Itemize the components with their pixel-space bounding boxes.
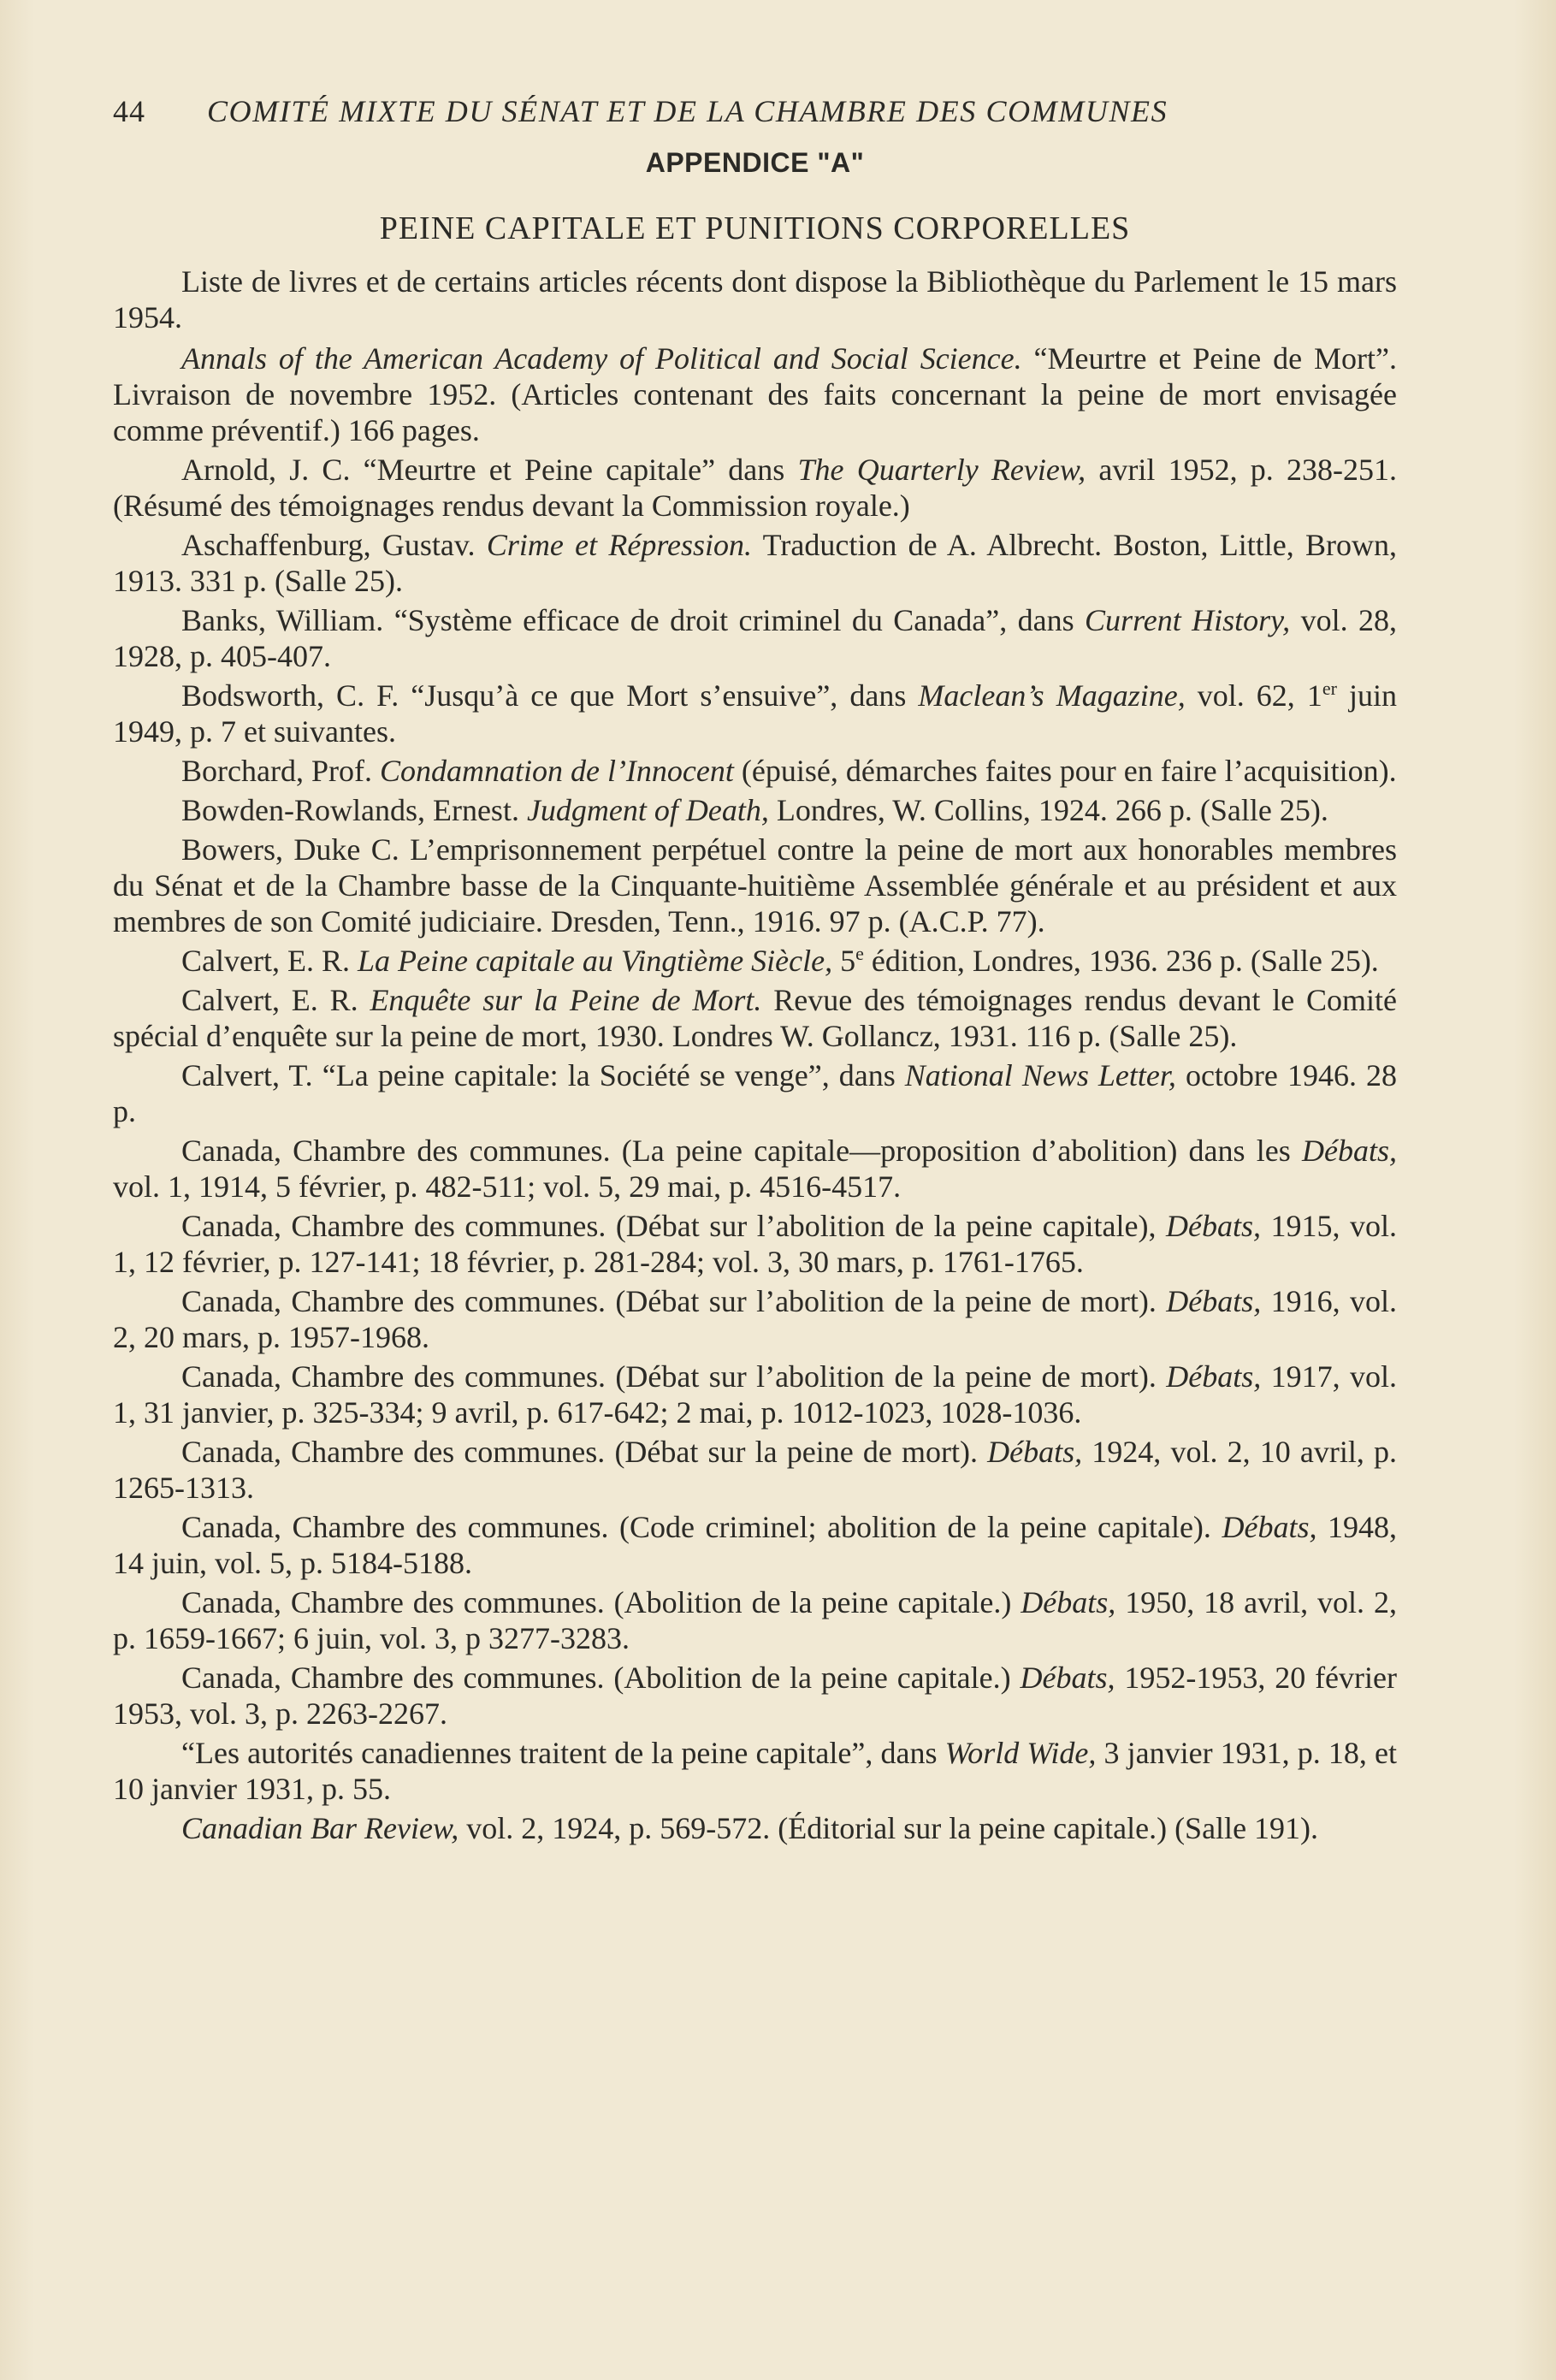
entry-text: Banks, William. “Système efficace de droit criminel du Canada”, dans [181, 603, 1086, 637]
entry-italic-title: World Wide, [944, 1736, 1097, 1770]
entry-text: 1952-1953, 20 février 1953, vol. 3, p. 2263-2267. [113, 1661, 1397, 1731]
bibliography-entry [113, 602, 1397, 674]
entry-text: octobre 1946. 28 p. [113, 1058, 1397, 1128]
entry-text: Bodsworth, C. F. “Jusqu’à ce que Mort s’ensuive”, dans [181, 678, 919, 713]
entry-text: Bowden-Rowlands, Ernest. [181, 793, 527, 827]
bibliography-entry [113, 943, 1397, 979]
entry-italic-title: La Peine capitale au Vingtième Siècle, [357, 944, 833, 978]
bibliography-entry [113, 1735, 1397, 1807]
bibliography-entry [113, 1509, 1397, 1581]
entry-text: vol. 1, 1914, 5 février, p. 482-511; vol. 5, 29 mai, p. 4516-4517. [113, 1169, 902, 1204]
entry-text: Traduction de A. Albrecht. Boston, Little, Brown, 1913. 331 p. (Salle 25). [113, 528, 1397, 598]
entry-text: Bowers, Duke C. L’emprisonnement perpétuel contre la peine de mort aux honorables membres du Sénat et de la Chambre basse de la Cinquante-huitième Assemblée générale et au président et aux membres de son Comité judiciaire. Dresden, Tenn., 1916. 97 p. (A.C.P. 77). [113, 832, 1397, 938]
page-number: 44 [113, 94, 145, 128]
document-title: PEINE CAPITALE ET PUNITIONS CORPORELLES [379, 210, 1131, 246]
bibliography-entry [113, 452, 1397, 524]
entry-text: avril 1952, p. 238-251. (Résumé des témoignages rendus devant la Commission royale.) [113, 453, 1398, 523]
entry-text: Canada, Chambre des communes. (Débat sur l’abolition de la peine de mort). [181, 1359, 1167, 1394]
entry-italic-title: Judgment of Death, [526, 793, 769, 827]
entry-text: 1915, vol. 1, 12 février, p. 127-141; 18 février, p. 281-284; vol. 3, 30 mars, p. 1761-1765. [113, 1209, 1397, 1279]
entry-italic-title: Débats, [1021, 1585, 1116, 1619]
bibliography-entry [113, 1283, 1397, 1355]
bibliography-entry [113, 1359, 1397, 1430]
entry-italic-title: Débats, [1302, 1134, 1397, 1168]
bibliography-entry [113, 678, 1397, 749]
bibliography-entry [113, 1133, 1397, 1205]
entry-text: er [1322, 678, 1337, 699]
entry-italic-title: Débats, [1166, 1209, 1261, 1243]
entry-italic-title: Maclean’s Magazine, [918, 678, 1186, 713]
entry-italic-title: Débats, [1166, 1359, 1262, 1394]
entry-text: Canada, Chambre des communes. (Abolition de la peine capitale.) [181, 1661, 1021, 1695]
entry-italic-title: Current History, [1085, 603, 1291, 637]
running-head [113, 92, 1397, 130]
entry-text: 1948, 14 juin, vol. 5, p. 5184-5188. [113, 1510, 1397, 1580]
entry-italic-title: Crime et Répression. [486, 528, 753, 562]
intro-paragraph: Liste de livres et de certains articles récents dont dispose la Bibliothèque du Parlement le 15 mars 1954. [113, 264, 1397, 335]
entry-italic-title: Débats, [1020, 1661, 1115, 1695]
bibliography-entry [113, 1057, 1397, 1129]
bibliography-list [113, 340, 1397, 1846]
entry-text: Canada, Chambre des communes. (Abolition de la peine capitale.) [181, 1585, 1021, 1619]
entry-text: Borchard, Prof. [181, 754, 380, 788]
entry-text: (épuisé, démarches faites pour en faire l’acquisition). [733, 754, 1397, 788]
entry-text: Londres, W. Collins, 1924. 266 p. (Salle 25). [768, 793, 1328, 827]
entry-text: vol. 2, 1924, p. 569-572. (Éditorial sur la peine capitale.) (Salle 191). [459, 1811, 1319, 1845]
entry-text: 1924, vol. 2, 10 avril, p. 1265-1313. [113, 1435, 1397, 1505]
entry-text: Canada, Chambre des communes. (La peine capitale—proposition d’abolition) dans les [181, 1134, 1302, 1168]
bibliography-entry [113, 1434, 1397, 1506]
bibliography-entry [113, 340, 1397, 448]
bibliography-entry [113, 982, 1397, 1054]
entry-text: e [855, 943, 864, 964]
entry-italic-title: Annals of the American Academy of Political and Social Science. [181, 341, 1022, 376]
entry-text: Calvert, T. “La peine capitale: la Société se venge”, dans [181, 1058, 905, 1092]
entry-text: Aschaffenburg, Gustav. [181, 528, 487, 562]
entry-italic-title: The Quarterly Review, [797, 453, 1086, 487]
entry-text: Arnold, J. C. “Meurtre et Peine capitale” dans [181, 453, 798, 487]
entry-text: vol. 62, 1 [1185, 678, 1322, 713]
entry-text: “Meurtre et Peine de Mort”. Livraison de novembre 1952. (Articles contenant des faits concernant la peine de mort envisagée comme préventif.) 166 pages. [113, 341, 1398, 447]
entry-text: Calvert, E. R. [181, 983, 370, 1017]
entry-italic-title: Débats, [1166, 1284, 1262, 1318]
entry-text: Revue des témoignages rendus devant le Comité spécial d’enquête sur la peine de mort, 1930. Londres W. Gollancz, 1931. 116 p. (Salle 25). [113, 983, 1397, 1053]
entry-italic-title: Enquête sur la Peine de Mort. [370, 983, 762, 1017]
entry-italic-title: Débats, [987, 1435, 1083, 1469]
entry-text: Canada, Chambre des communes. (Code criminel; abolition de la peine capitale). [181, 1510, 1222, 1544]
entry-text: juin 1949, p. 7 et suivantes. [113, 678, 1397, 749]
bibliography-entry [113, 1660, 1397, 1732]
entry-text: Canada, Chambre des communes. (Débat sur l’abolition de la peine capitale), [181, 1209, 1166, 1243]
entry-text: édition, Londres, 1936. 236 p. (Salle 25). [863, 944, 1379, 978]
entry-text: 1950, 18 avril, vol. 2, p. 1659-1667; 6 juin, vol. 3, p 3277-3283. [113, 1585, 1397, 1655]
bibliography-entry [113, 792, 1397, 828]
entry-italic-title: National News Letter, [904, 1058, 1176, 1092]
running-title: COMITÉ MIXTE DU SÉNAT ET DE LA CHAMBRE DES COMMUNES [207, 94, 1168, 128]
entry-italic-title: Condamnation de l’Innocent [379, 754, 734, 788]
appendix-label: APPENDICE "A" [645, 147, 865, 178]
entry-text: 1916, vol. 2, 20 mars, p. 1957-1968. [113, 1284, 1397, 1354]
bibliography-entry [113, 1208, 1397, 1280]
entry-text: 1917, vol. 1, 31 janvier, p. 325-334; 9 avril, p. 617-642; 2 mai, p. 1012-1023, 1028-1036. [113, 1359, 1397, 1430]
entry-text: Canada, Chambre des communes. (Débat sur l’abolition de la peine de mort). [181, 1284, 1167, 1318]
bibliography-entry [113, 832, 1397, 939]
entry-text: vol. 28, 1928, p. 405-407. [113, 603, 1397, 673]
bibliography-entry [113, 1584, 1397, 1656]
entry-text: 5 [832, 944, 856, 978]
bibliography-entry [113, 753, 1397, 789]
bibliography-entry [113, 527, 1397, 599]
entry-italic-title: Canadian Bar Review, [181, 1811, 459, 1845]
entry-text: Calvert, E. R. [181, 944, 358, 978]
entry-text: “Les autorités canadiennes traitent de la peine capitale”, dans [181, 1736, 945, 1770]
entry-text: Canada, Chambre des communes. (Débat sur la peine de mort). [181, 1435, 988, 1469]
entry-text: 3 janvier 1931, p. 18, et 10 janvier 1931, p. 55. [113, 1736, 1397, 1806]
bibliography-entry [113, 1810, 1397, 1846]
entry-italic-title: Débats, [1222, 1510, 1317, 1544]
